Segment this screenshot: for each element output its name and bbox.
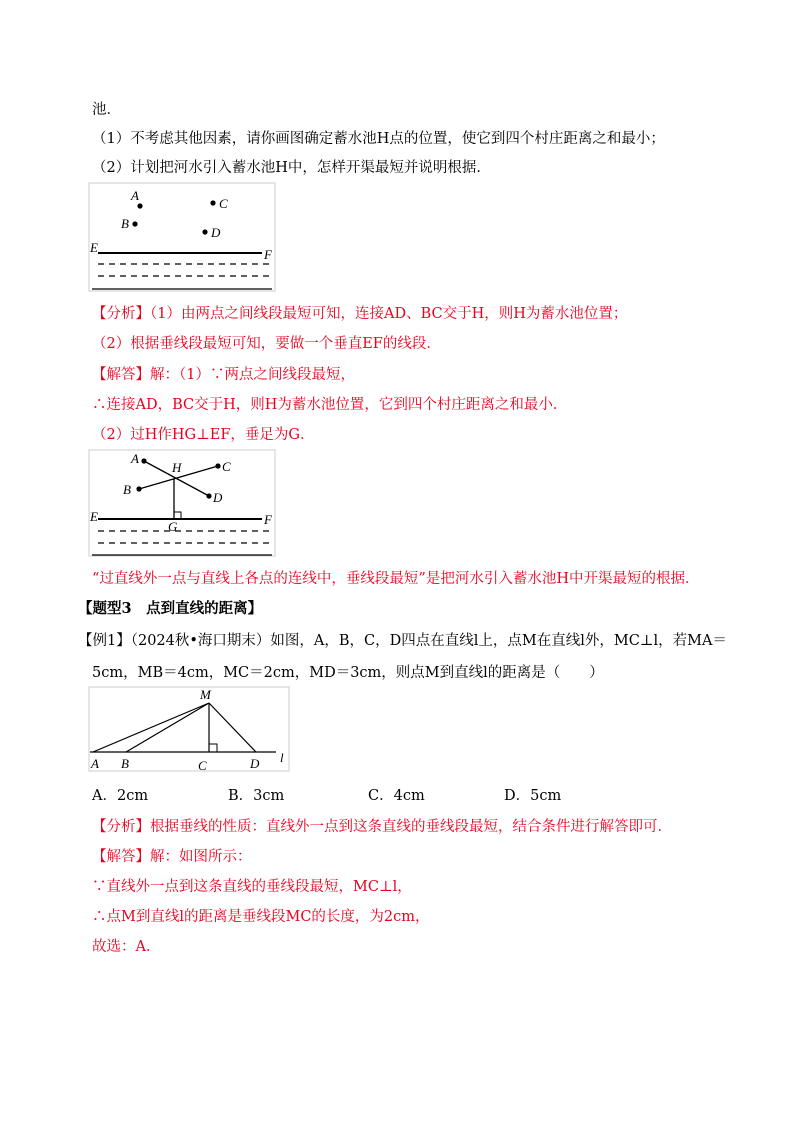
- example-answer-line-3: ∴点M到直线l的距离是垂线段MC的长度，为2cm，: [92, 909, 430, 925]
- option-b: B．3cm: [228, 788, 285, 804]
- segment-md: [209, 703, 256, 752]
- point-line-diagram: [88, 686, 293, 774]
- example-answer-line-1: 【解答】解：如图所示：: [92, 849, 252, 865]
- label-f: F: [264, 512, 272, 527]
- example-answer-choice: 故选：A．: [92, 939, 161, 955]
- answer-line-2: ∴连接AD，BC交于H，则H为蓄水池位置，它到四个村庄距离之和最小．: [92, 397, 568, 413]
- label-c: C: [219, 196, 228, 211]
- point-b: [136, 486, 141, 491]
- example-question-line-1: 【例1】（2024秋•海口期末）如图，A，B，C，D四点在直线l上，点M在直线l外，MC⊥l，若MA＝: [78, 633, 727, 649]
- label-d: D: [250, 756, 260, 771]
- label-a: A: [131, 188, 139, 203]
- point-a: [137, 203, 142, 208]
- option-d: D．5cm: [504, 788, 562, 804]
- example-answer-line-2: ∵直线外一点到这条直线的垂线段最短，MC⊥l，: [92, 879, 412, 895]
- option-a: A．2cm: [92, 788, 149, 804]
- example-question-line-2: 5cm，MB＝4cm，MC＝2cm，MD＝3cm，则点M到直线l的距离是（ ）: [92, 665, 604, 681]
- label-g: G: [168, 519, 178, 534]
- label-b: B: [121, 216, 129, 231]
- label-e: E: [90, 509, 98, 524]
- example-analysis: 【分析】根据垂线的性质：直线外一点到这条直线的垂线段最短，结合条件进行解答即可．: [92, 819, 672, 835]
- right-angle-mark-g: [174, 512, 181, 519]
- question-part-2: （2）计划把河水引入蓄水池H中，怎样开渠最短并说明根据．: [92, 160, 491, 176]
- label-d: D: [213, 490, 223, 505]
- segment-mb: [126, 703, 209, 752]
- village-river-diagram: [88, 182, 278, 294]
- answer-line-3: （2）过H作HG⊥EF，垂足为G．: [92, 427, 315, 443]
- label-e: E: [90, 240, 98, 255]
- label-d: D: [211, 225, 221, 240]
- question-part-1: （1）不考虑其他因素，请你画图确定蓄水池H点的位置，使它到四个村庄距离之和最小；: [92, 131, 665, 147]
- segment-ma: [93, 703, 209, 752]
- point-b: [132, 221, 137, 226]
- label-a: A: [91, 756, 99, 771]
- label-b: B: [121, 756, 129, 771]
- point-c: [215, 463, 220, 468]
- section-heading: 【题型3 点到直线的距离】: [78, 600, 263, 617]
- solution-diagram: [88, 449, 278, 559]
- analysis-line-1: 【分析】（1）由两点之间线段最短可知，连接AD、BC交于H，则H为蓄水池位置；: [92, 306, 628, 322]
- text-line-1: 池．: [92, 102, 121, 118]
- right-angle-mark-c: [209, 744, 217, 752]
- label-m: M: [200, 687, 211, 702]
- point-d: [202, 229, 207, 234]
- label-h: H: [172, 460, 182, 475]
- analysis-line-2: （2）根据垂线段最短可知，要做一个垂直EF的线段．: [92, 336, 441, 352]
- option-c: C．4cm: [368, 788, 425, 804]
- label-c: C: [198, 758, 207, 773]
- label-a: A: [131, 451, 139, 466]
- label-c: C: [222, 459, 231, 474]
- answer-line-1: 【解答】解：（1）∵两点之间线段最短，: [92, 367, 355, 383]
- label-f: F: [264, 247, 272, 262]
- point-a: [141, 458, 146, 463]
- point-c: [210, 200, 215, 205]
- label-b: B: [123, 482, 131, 497]
- point-d: [206, 493, 211, 498]
- label-l: l: [280, 750, 284, 765]
- answer-conclusion: “过直线外一点与直线上各点的连线中，垂线段最短”是把河水引入蓄水池H中开渠最短的根据．: [92, 571, 700, 587]
